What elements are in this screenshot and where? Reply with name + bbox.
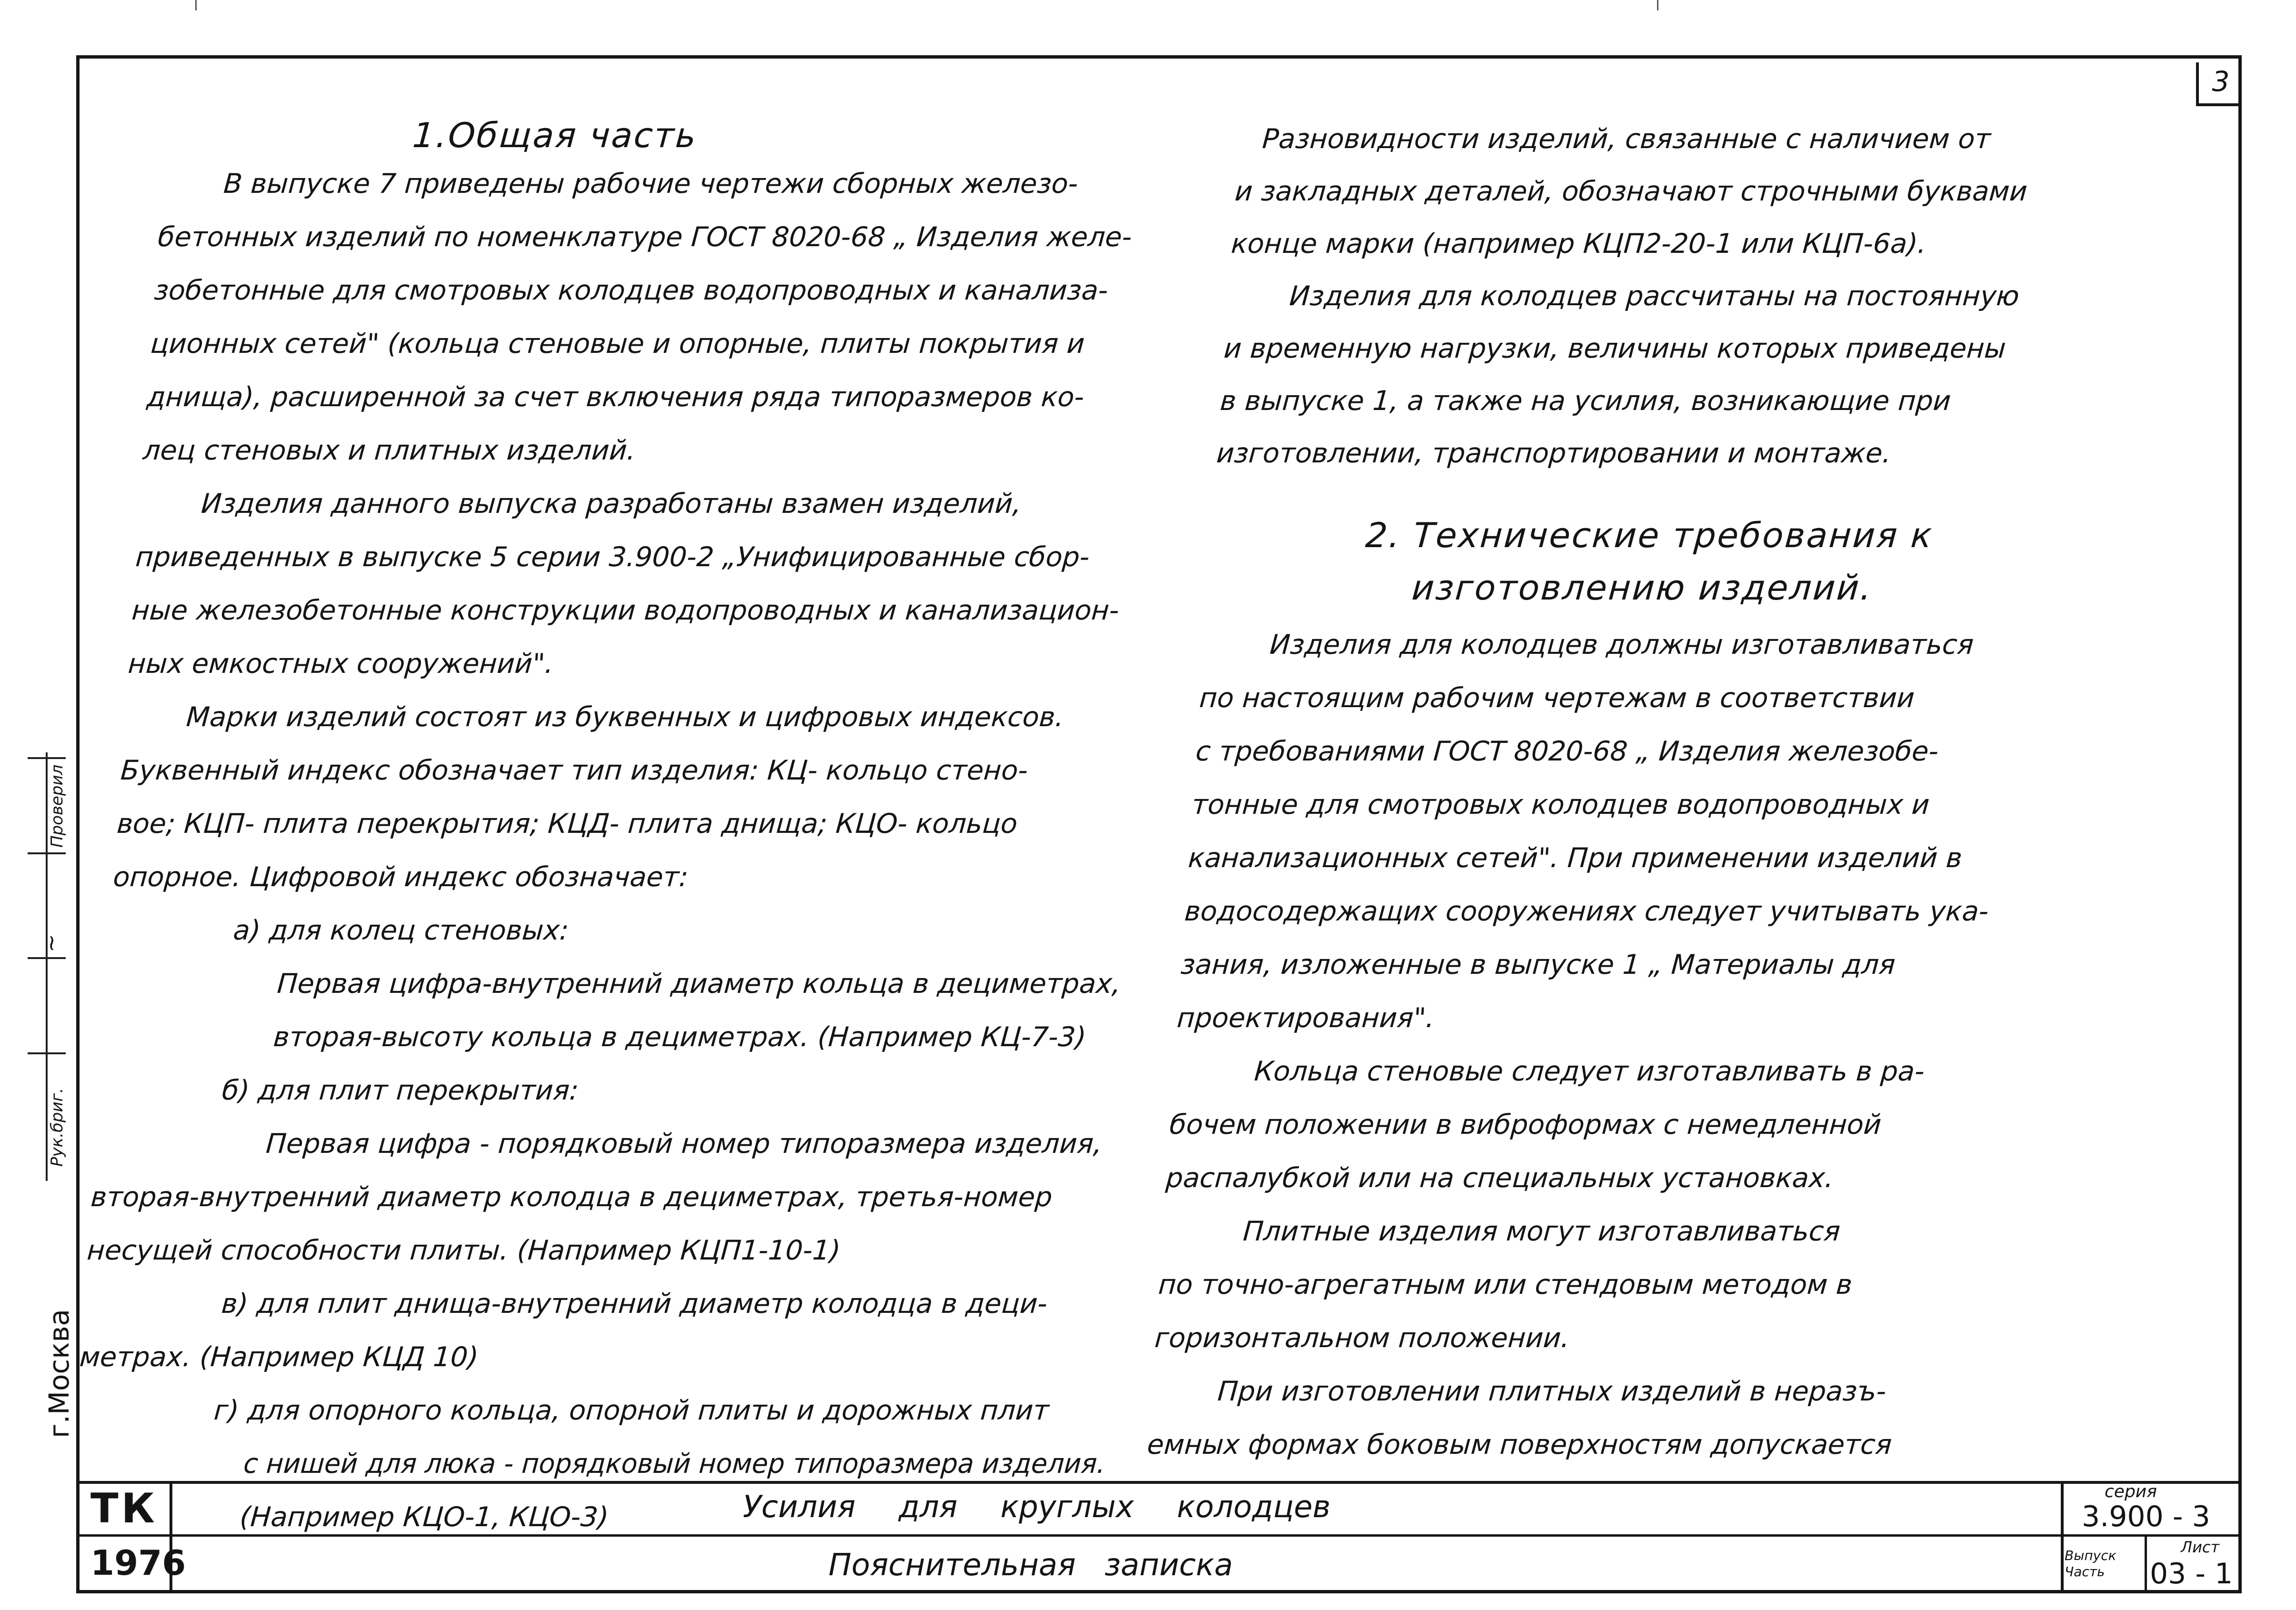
section-heading-cont: изготовлению изделий. — [1410, 568, 1875, 608]
sheet-label: Лист — [2181, 1538, 2220, 1556]
text-line: Разновидности изделий, связанные с наличием от — [1261, 123, 1992, 155]
registration-tick — [195, 0, 197, 10]
text-line: Первая цифра - порядковый номер типоразмера изделия, — [265, 1128, 1103, 1160]
text-line: В выпуске 7 приведены рабочие чертежи сборных железо- — [222, 168, 1079, 200]
text-line: в выпуске 1, а также на усилия, возникающие при — [1219, 385, 1952, 417]
title-block-divider — [76, 1534, 2242, 1537]
text-line: г) для опорного кольца, опорной плиты и дорожных плит — [213, 1395, 1050, 1426]
text-line: бетонных изделий по номенклатуре ГОСТ 8020-68 „ Изделия желе- — [157, 221, 1133, 253]
text-line: с требованиями ГОСТ 8020-68 „ Изделия железобе- — [1194, 736, 1940, 767]
stamp-city: г.Москва — [43, 1309, 75, 1438]
text-line: в) для плит днища-внутренний диаметр колодца в деци- — [220, 1288, 1048, 1320]
text-line: по точно-агрегатным или стендовым методом в — [1157, 1269, 1854, 1300]
stamp-signature: ~ — [38, 934, 64, 952]
sheet-number: 3 — [2212, 65, 2230, 98]
text-line: Плитные изделия могут изготавливаться — [1242, 1216, 1842, 1247]
text-line: б) для плит перекрытия: — [221, 1075, 580, 1106]
title-block-divider — [2145, 1536, 2147, 1593]
text-line: и закладных деталей, обозначают строчными буквами — [1234, 176, 2028, 207]
text-line: лец стеновых и плитных изделий. — [142, 435, 637, 466]
title-block-divider — [2061, 1481, 2064, 1593]
text-line: конце марки (например КЦП2-20-1 или КЦП-6а). — [1230, 228, 1927, 260]
text-line: Кольца стеновые следует изготавливать в ра- — [1253, 1056, 1926, 1087]
series-value: 3.900 - 3 — [2082, 1500, 2210, 1533]
document-title: Усилия для круглых колодцев — [743, 1490, 1331, 1525]
text-line: зобетонные для смотровых колодцев водопроводных и канализа- — [153, 275, 1109, 306]
text-line: При изготовлении плитных изделий в неразъ- — [1217, 1376, 1887, 1407]
text-line: ные железобетонные конструкции водопроводных и канализацион- — [130, 595, 1120, 626]
text-line: Буквенный индекс обозначает тип изделия: КЦ- кольцо стено- — [120, 755, 1029, 786]
stamp-label: Проверил — [48, 764, 67, 848]
text-line: и временную нагрузки, величины которых приведены — [1223, 333, 2007, 364]
registration-tick — [1657, 0, 1658, 10]
stamp-border — [28, 1052, 66, 1054]
text-line: метрах. (Например КЦД 10) — [79, 1341, 480, 1373]
stamp-border — [28, 957, 66, 959]
text-line: вторая-внутренний диаметр колодца в дециметрах, третья-номер — [90, 1181, 1054, 1213]
text-line: ционных сетей" (кольца стеновые и опорные, плиты покрытия и — [149, 328, 1086, 360]
text-line: днища), расширенной за счет включения ряда типоразмеров ко- — [146, 381, 1086, 413]
sheet-value: 03 - 1 — [2150, 1557, 2233, 1590]
text-line: Изделия для колодцев должны изготавливаться — [1268, 629, 1975, 660]
text-line: бочем положении в виброформах с немедленной — [1168, 1109, 1883, 1140]
right-text-column — [1145, 104, 2279, 1485]
text-line: емных формах боковым поверхностям допускается — [1146, 1429, 1893, 1460]
series-label: серия — [2105, 1482, 2157, 1501]
stamp-border — [28, 852, 66, 854]
text-line: зания, изложенные в выпуске 1 „ Материалы для — [1179, 949, 1897, 980]
text-line: канализационных сетей". При применении изделий в — [1187, 842, 1964, 874]
text-line: Изделия для колодцев рассчитаны на постоянную — [1288, 280, 2021, 312]
text-line: ных емкостных сооружений". — [127, 648, 555, 680]
text-line: приведенных в выпуске 5 серии 3.900-2 „Унифицированные сбор- — [134, 541, 1091, 573]
stamp-label: Рук.бриг. — [48, 1088, 67, 1167]
text-line: изготовлении, транспортировании и монтаже. — [1215, 438, 1892, 469]
org-code: ТК — [90, 1485, 158, 1532]
text-line: тонные для смотровых колодцев водопроводных и — [1191, 789, 1931, 820]
text-line: Первая цифра-внутренний диаметр кольца в дециметрах, — [276, 968, 1122, 1000]
title-block-border — [76, 1481, 2242, 1484]
text-line: Марки изделий состоят из буквенных и цифровых индексов. — [185, 701, 1065, 733]
text-line: (Например КЦО-1, КЦО-3) — [239, 1501, 610, 1533]
text-line: с нишей для люка - порядковый номер типоразмера изделия. — [242, 1448, 1107, 1480]
text-line: проектирования". — [1176, 1002, 1436, 1034]
text-line: водосодержащих сооружениях следует учитывать ука- — [1183, 896, 1990, 927]
year: 1976 — [90, 1543, 186, 1583]
text-line: несущей способности плиты. (Например КЦП1-10-1) — [86, 1235, 842, 1266]
text-line: по настоящим рабочим чертежам в соответствии — [1198, 682, 1916, 714]
section-heading: 2. Технические требования к — [1364, 515, 1935, 555]
text-line: распалубкой или на специальных установках. — [1165, 1162, 1835, 1194]
text-line: Изделия данного выпуска разработаны взамен изделий, — [200, 488, 1023, 520]
text-line: вое; КЦП- плита перекрытия; КЦД- плита днища; КЦО- кольцо — [116, 808, 1019, 840]
section-heading: 1.Общая часть — [411, 115, 699, 155]
text-line: а) для колец стеновых: — [232, 915, 570, 946]
text-line: опорное. Цифровой индекс обозначает: — [112, 861, 689, 893]
document-subtitle: Пояснительная записка — [829, 1548, 1233, 1583]
text-line: горизонтальном положении. — [1153, 1322, 1571, 1354]
text-line: вторая-высоту кольца в дециметрах. (Например КЦ-7-3) — [272, 1021, 1088, 1053]
issue-label: Выпуск Часть — [2065, 1548, 2116, 1580]
stamp-border — [28, 757, 66, 759]
